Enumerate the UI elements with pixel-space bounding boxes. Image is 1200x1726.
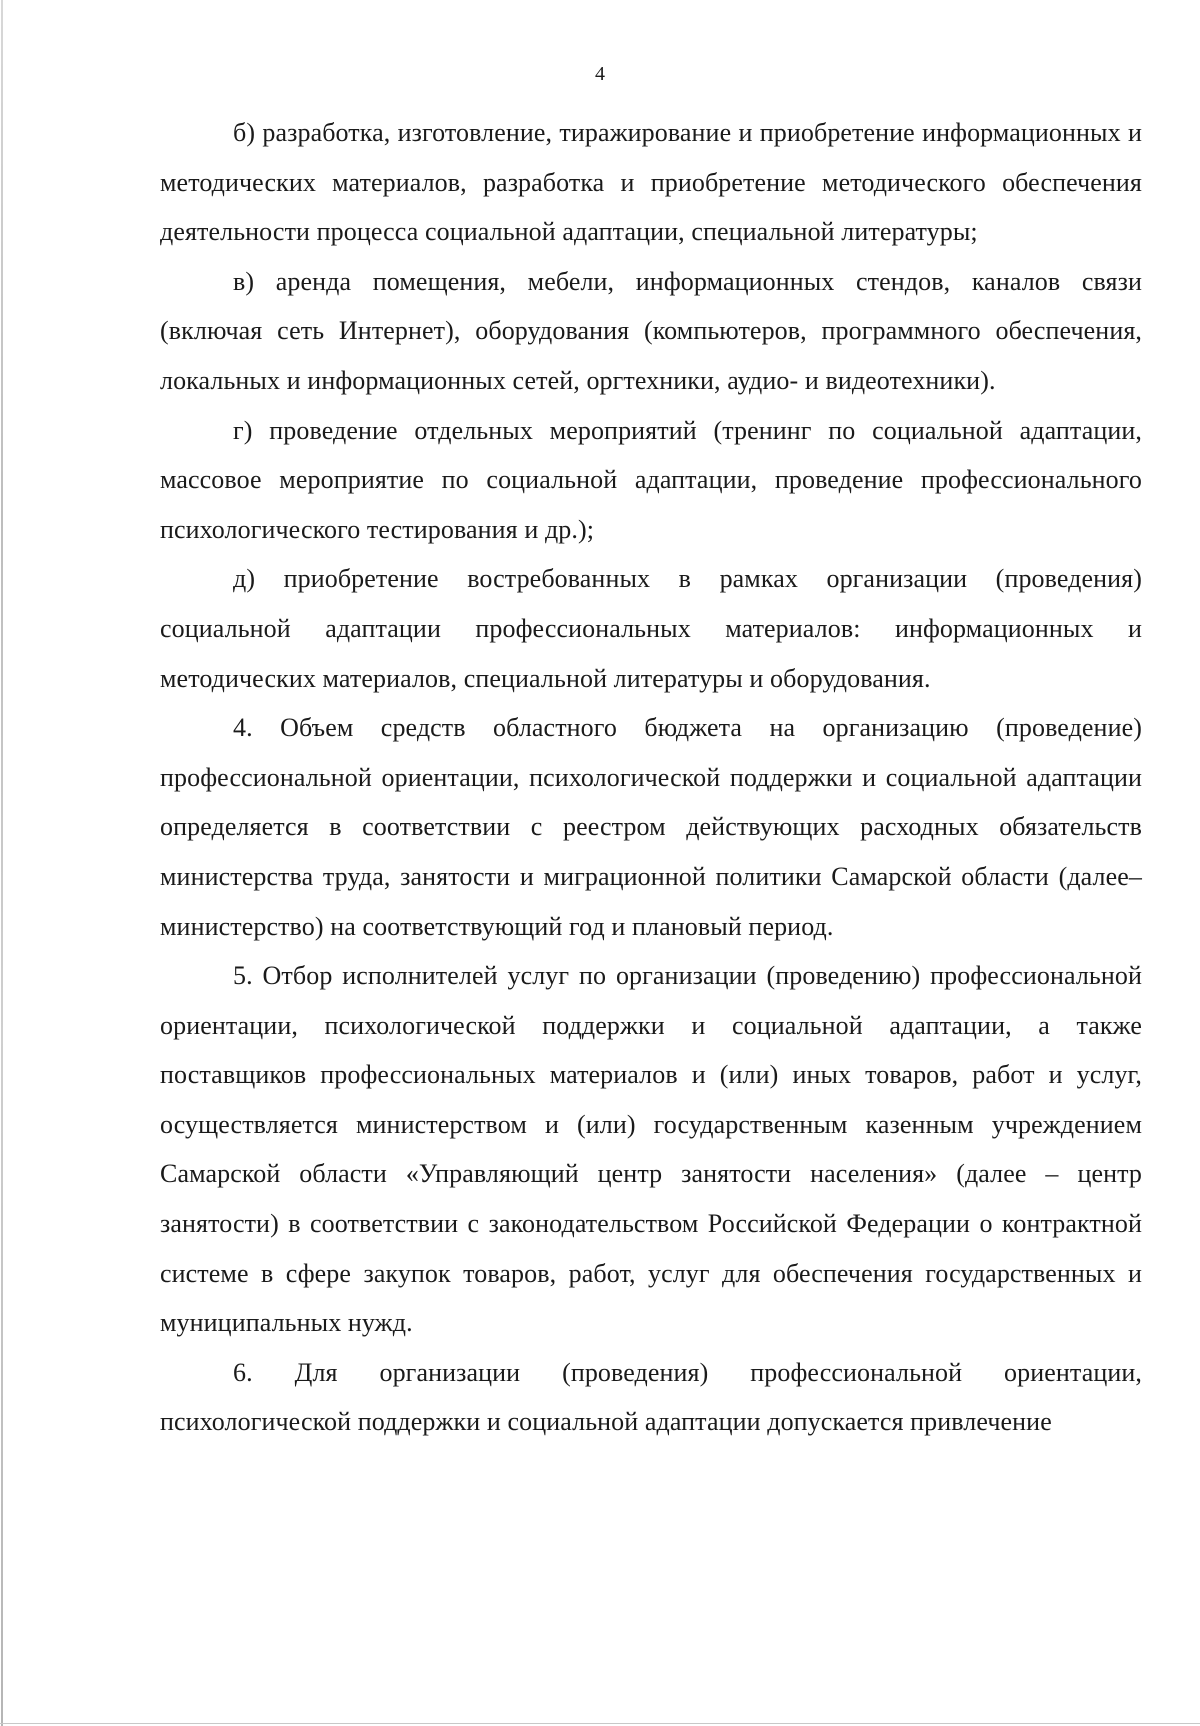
paragraph-g: г) проведение отдельных мероприятий (тренинг по социальной адаптации, массовое мероприятие по социальной адаптации, проведение профессионального психологического тестирования и др.); xyxy=(160,415,1142,544)
scan-edge-bottom xyxy=(0,1723,1200,1724)
paragraph-b: б) разработка, изготовление, тиражирование и приобретение информационных и методических материалов, разработка и приобретение методического обеспечения деятельности процесса социальной адаптации, специальной литературы; xyxy=(160,118,1142,247)
document-body xyxy=(160,108,1142,1447)
paragraph-4: 4. Объем средств областного бюджета на организацию (проведение) профессиональной ориентации, психологической поддержки и социальной адаптации определяется в соответствии с реестром действующих расходных обязательств министерства труда, занятости и миграционной политики Самарской области (далее–министерство) на соответствующий год и плановый период. xyxy=(160,713,1142,941)
paragraph-6: 6. Для организации (проведения) профессиональной ориентации, психологической поддержки и социальной адаптации допускается привлечение xyxy=(160,1357,1142,1437)
paragraph-v: в) аренда помещения, мебели, информационных стендов, каналов связи (включая сеть Интернет), оборудования (компьютеров, программного обеспечения, локальных и информационных сетей, оргтехники, аудио- и видеотехники). xyxy=(160,266,1142,395)
scan-edge-left xyxy=(1,0,3,1726)
paragraph-d: д) приобретение востребованных в рамках организации (проведения) социальной адаптации профессиональных материалов: информационных и методических материалов, специальной литературы и оборудования. xyxy=(160,564,1142,693)
paragraph-5: 5. Отбор исполнителей услуг по организации (проведению) профессиональной ориентации, психологической поддержки и социальной адаптации, а также поставщиков профессиональных материалов и (или) иных товаров, работ и услуг, осуществляется министерством и (или) государственным казенным учреждением Самарской области «Управляющий центр занятости населения» (далее – центр занятости) в соответствии с законодательством Российской Федерации о контрактной системе в сфере закупок товаров, работ, услуг для обеспечения государственных и муниципальных нужд. xyxy=(160,961,1142,1338)
page-number: 4 xyxy=(595,63,605,85)
